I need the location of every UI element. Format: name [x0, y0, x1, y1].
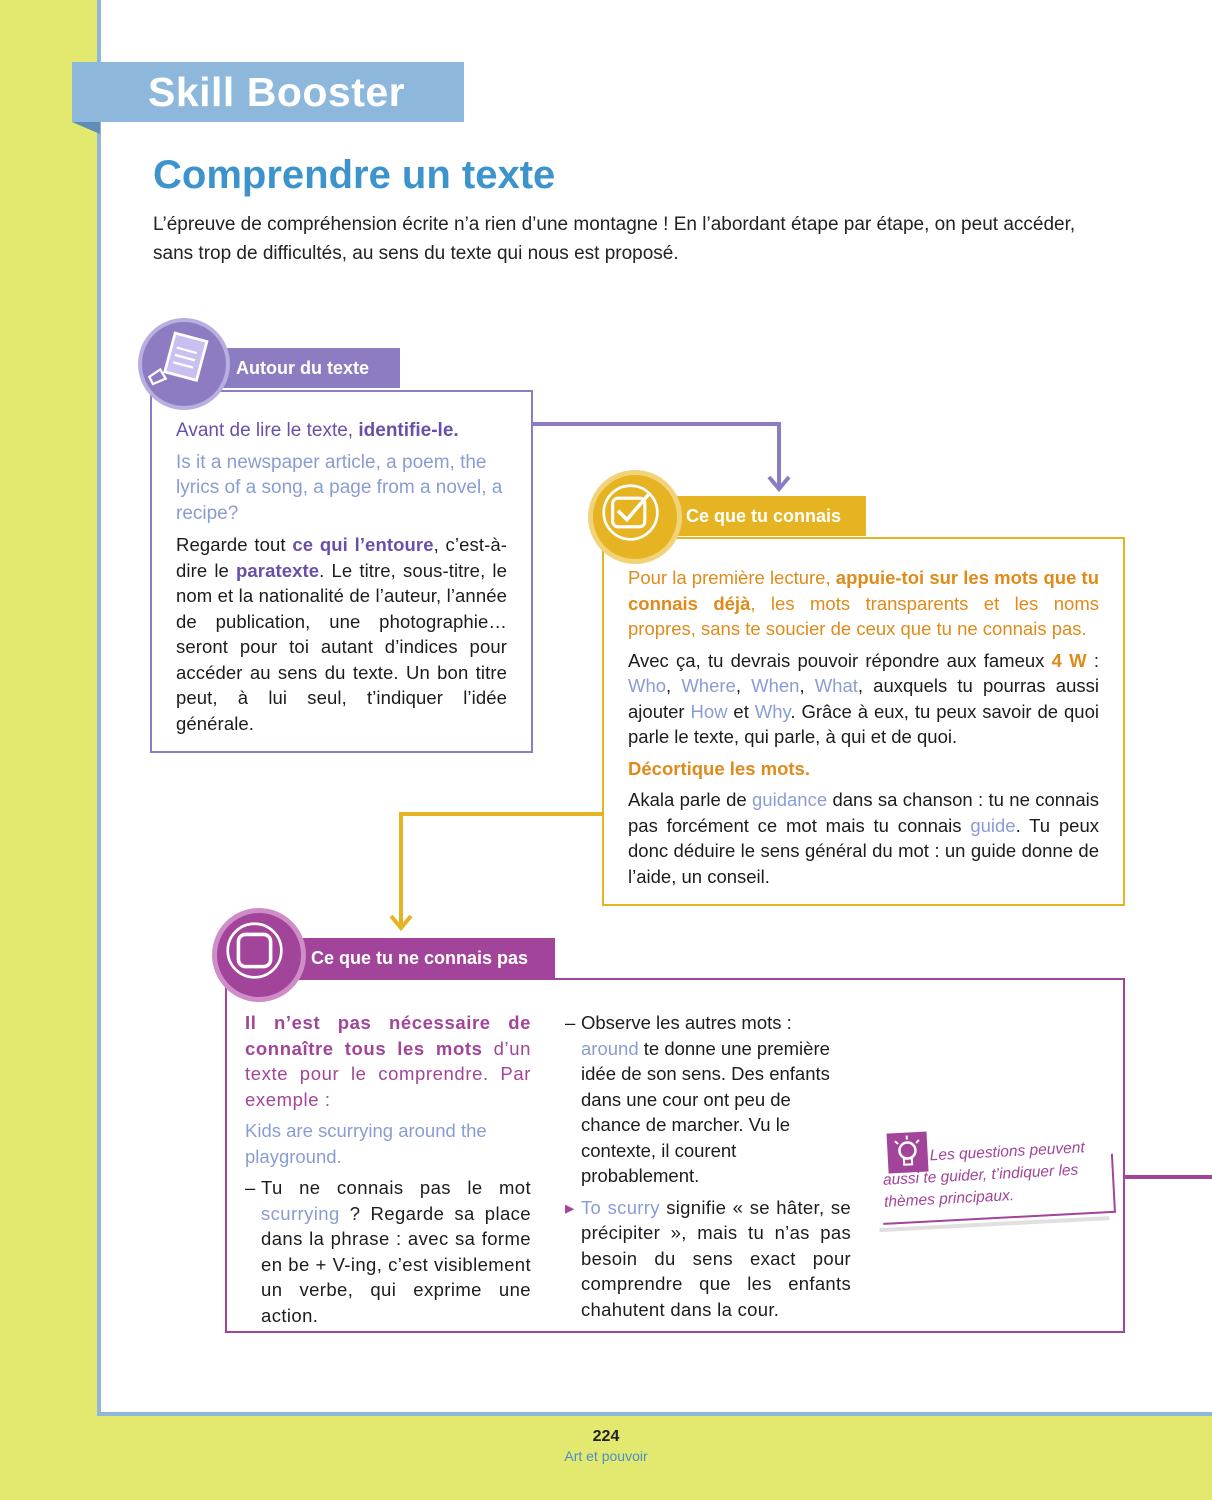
four-w-text-b: , auxquels tu pourras aussi ajouter	[628, 675, 1099, 722]
around-text-b: te donne une première idée de son sens. Des enfants dans une cour ont peu de chance de marcher. Vu le contexte, il courent probablement.	[581, 1037, 830, 1186]
to-scurry-item	[565, 1195, 851, 1323]
dash-marker: –	[245, 1177, 256, 1198]
identify-text: Avant de lire le texte,	[176, 420, 359, 441]
around-item	[565, 1010, 851, 1189]
paratexte-emphasis-a: ce qui l’entoure	[292, 534, 434, 555]
not-necessary-paragraph	[245, 1010, 531, 1112]
to-scurry-word: To scurry	[581, 1196, 660, 1218]
page-number: 224	[592, 1428, 620, 1445]
to-scurry-paragraph	[581, 1195, 851, 1323]
banner-title: Skill Booster	[148, 69, 406, 115]
paratexte-text-b: , c’est-à-dire le	[176, 534, 507, 581]
unknown-col-2	[565, 1010, 851, 1328]
first-reading-text-a: Pour la première lecture,	[628, 567, 836, 588]
tag-around-text-label: Autour du texte	[236, 358, 369, 378]
four-w-text-a: Avec ça, tu devrais pouvoir répondre aux fameux	[628, 649, 1052, 671]
w-how: How	[690, 700, 728, 722]
first-reading-emphasis: appuie-toi sur les mots que tu connais déjà	[628, 567, 1100, 614]
paratexte-emphasis-b: paratexte	[236, 559, 320, 581]
triangle-arrow-icon: ▸	[565, 1196, 575, 1218]
guide-word: guide	[970, 814, 1016, 836]
tag-around-text	[210, 348, 400, 388]
checkbox-icon	[588, 470, 682, 564]
tag-unknown-label: Ce que tu ne connais pas	[311, 948, 529, 968]
unknown-col-1	[245, 1010, 531, 1334]
tag-known-label: Ce que tu connais	[686, 506, 842, 526]
tip-note	[873, 1122, 1118, 1234]
banner-fold	[72, 122, 100, 134]
page-title: Comprendre un texte	[153, 153, 556, 197]
scurrying-text-b: ? Regarde sa place dans la phrase : avec sa forme en be + V-ing, c’est visiblement un verbe, qui exprime une action.	[261, 1202, 531, 1326]
document-pencil-icon	[138, 318, 230, 410]
tag-unknown	[285, 938, 555, 978]
guidance-text-b: dans sa chanson : tu ne connais pas forcément ce mot mais tu connais	[628, 789, 1099, 836]
four-w-label: 4 W	[1051, 649, 1087, 671]
w-what: What	[814, 675, 858, 696]
identify-line	[176, 418, 507, 444]
chapter-title: Art et pouvoir	[564, 1448, 648, 1464]
not-necessary-text: d’un texte pour le comprendre. Par exemple :	[245, 1037, 531, 1110]
guidance-word: guidance	[752, 789, 828, 810]
not-necessary-emphasis: Il n’est pas nécessaire de connaître tous les mots	[245, 1012, 531, 1059]
scurrying-paragraph	[261, 1175, 531, 1328]
first-reading-text-b: , les mots transparents et les noms propres, sans te soucier de ceux que tu ne connais pas.	[628, 592, 1099, 639]
guidance-text-a: Akala parle de	[628, 789, 753, 810]
kids-example: Kids are scurrying around the playground.	[245, 1120, 487, 1167]
four-w-text-d: . Grâce à eux, tu peux savoir de quoi parle le texte, qui parle, à qui et de quoi.	[628, 700, 1099, 747]
example-questions: Is it a newspaper article, a poem, the lyrics of a song, a page from a novel, a recipe?	[176, 451, 503, 524]
paratexte-text-c: . Le titre, sous-titre, le nom et la nationalité de l’auteur, l’année de publication, une photographie… seront pour toi autant d’indices pour accéder au sens du texte. Un bon titre peut, à lui seul, t’indiquer l’idée générale.	[176, 559, 507, 734]
around-paragraph	[581, 1010, 851, 1189]
four-w-text-c: et	[727, 700, 755, 722]
tip-text: Les questions peuvent aussi te guider, t’indiquer les thèmes principaux.	[882, 1139, 1086, 1211]
w-who: Who	[628, 675, 667, 696]
w-where: Where	[681, 675, 736, 696]
first-reading-paragraph	[628, 565, 1099, 642]
empty-checkbox-icon	[212, 908, 306, 1002]
around-text-a: Observe les autres mots :	[581, 1012, 792, 1033]
identify-emphasis: identifie-le.	[358, 420, 459, 441]
paratexte-paragraph	[176, 532, 507, 736]
w-why: Why	[754, 700, 791, 722]
four-w-paragraph: Avec ça, tu devrais pouvoir répondre aux fameux 4 W : Who, Where, When, What, auxquels tu pourras aussi ajouter How et Why. Grâce à eux, tu peux savoir de quoi parle le texte, qui parle, à qui et de quoi.	[628, 649, 1099, 747]
four-w-colon: :	[1086, 649, 1099, 671]
guidance-text-c: . Tu peux donc déduire le sens général du mot : un guide donne de l’aide, un conseil.	[628, 814, 1099, 887]
scurrying-word: scurrying	[261, 1202, 340, 1224]
decortique-heading: Décortique les mots.	[628, 757, 810, 779]
intro-paragraph: L’épreuve de compréhension écrite n’a rien d’une montagne ! En l’abordant étape par étape, on peut accéder, sans trop de difficultés, au sens du texte qui nous est proposé.	[153, 214, 1076, 264]
guidance-paragraph	[628, 787, 1099, 889]
box-known	[602, 537, 1125, 906]
scurrying-item	[245, 1175, 531, 1328]
dash-marker: –	[565, 1012, 576, 1033]
w-when: When	[751, 675, 800, 696]
box-around-text	[150, 390, 533, 753]
paratexte-text-a: Regarde tout	[176, 534, 293, 555]
scurrying-text-a: Tu ne connais pas le mot	[261, 1177, 531, 1198]
to-scurry-text: signifie « se hâter, se précipiter », mais tu n’as pas besoin du sens exact pour comprendre que les enfants chahutent dans la cour.	[581, 1196, 851, 1320]
around-word: around	[581, 1037, 639, 1059]
tag-known	[660, 496, 866, 536]
